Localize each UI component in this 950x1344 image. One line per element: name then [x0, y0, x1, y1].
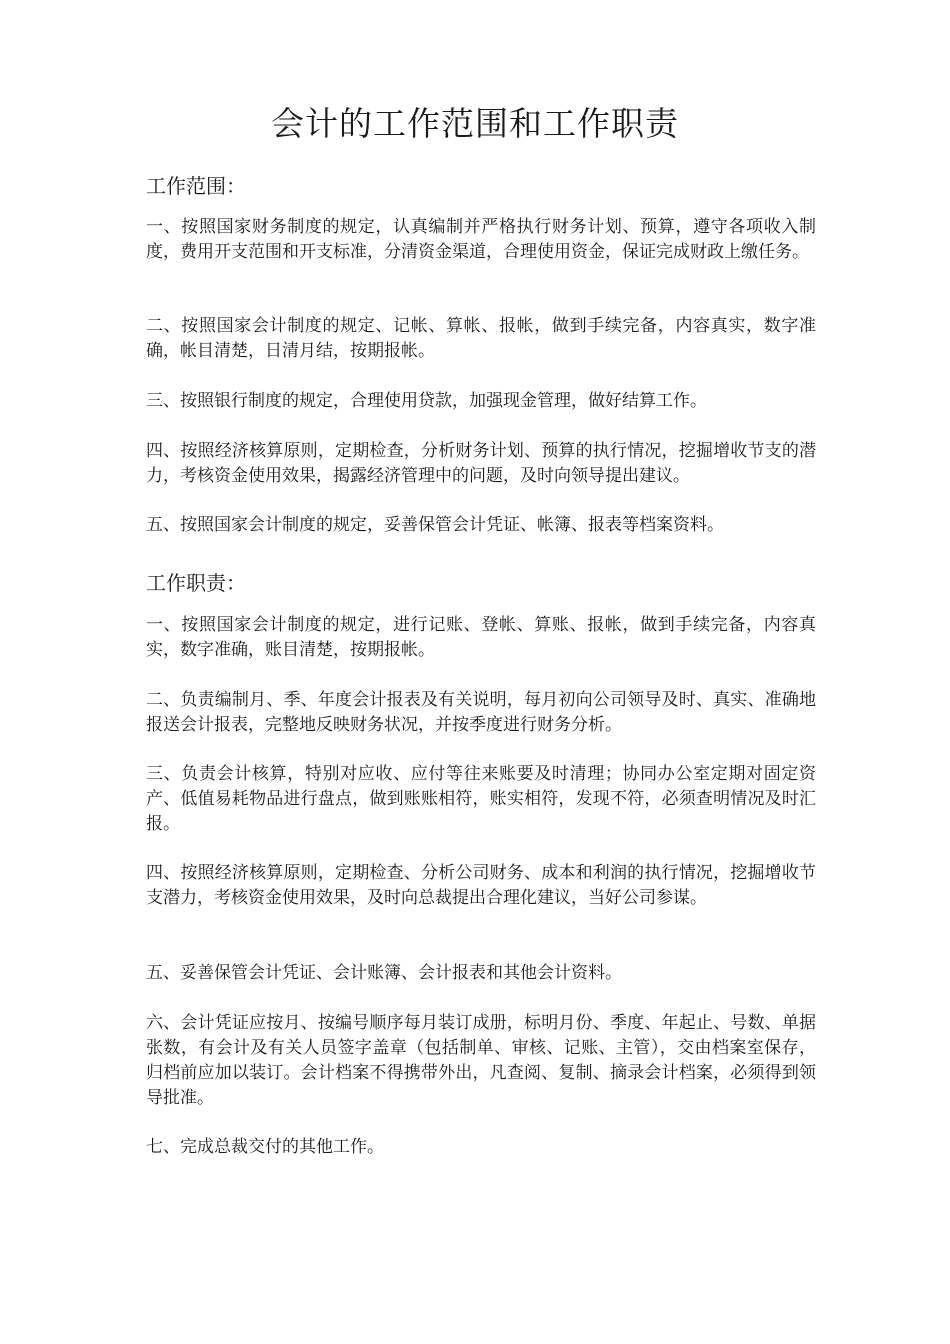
scope-heading: 工作范围：	[146, 174, 246, 198]
duties-item-4: 四、按照经济核算原则，定期检查、分析公司财务、成本和利润的执行情况，挖掘增收节支潜力，考核资金使用效果，及时向总裁提出合理化建议，当好公司参谋。	[146, 863, 816, 908]
scope-item-2: 二、按照国家会计制度的规定、记帐、算帐、报帐，做到手续完备，内容真实，数字准确，帐目清楚，日清月结，按期报帐。	[146, 316, 816, 361]
scope-item-3: 三、按照银行制度的规定，合理使用贷款，加强现金管理，做好结算工作。	[146, 391, 707, 411]
scope-item-5: 五、按照国家会计制度的规定，妥善保管会计凭证、帐簿、报表等档案资料。	[146, 515, 724, 535]
duties-item-7: 七、完成总裁交付的其他工作。	[146, 1137, 384, 1157]
duties-item-6: 六、会计凭证应按月、按编号顺序每月装订成册，标明月份、季度、年起止、号数、单据张数，有会计及有关人员签字盖章（包括制单、审核、记账、主管），交由档案室保存，归档前应加以装订。会计档案不得携带外出，凡查阅、复制、摘录会计档案，必须得到领导批准。	[146, 1013, 816, 1108]
duties-heading: 工作职责：	[146, 571, 246, 595]
duties-item-2: 二、负责编制月、季、年度会计报表及有关说明，每月初向公司领导及时、真实、准确地报送会计报表，完整地反映财务状况，并按季度进行财务分析。	[146, 690, 816, 735]
document-title: 会计的工作范围和工作职责	[271, 104, 679, 143]
scope-item-1: 一、按照国家财务制度的规定，认真编制并严格执行财务计划、预算，遵守各项收入制度，费用开支范围和开支标准，分清资金渠道，合理使用资金，保证完成财政上缴任务。	[146, 217, 816, 262]
duties-item-1: 一、按照国家会计制度的规定，进行记账、登帐、算账、报帐，做到手续完备，内容真实，数字准确，账目清楚，按期报帐。	[146, 615, 816, 660]
duties-item-5: 五、妥善保管会计凭证、会计账簿、会计报表和其他会计资料。	[146, 963, 622, 983]
duties-item-3: 三、负责会计核算，特别对应收、应付等往来账要及时清理；协同办公室定期对固定资产、低值易耗物品进行盘点，做到账账相符，账实相符，发现不符，必须查明情况及时汇报。	[146, 764, 816, 834]
scope-item-4: 四、按照经济核算原则，定期检查，分析财务计划、预算的执行情况，挖掘增收节支的潜力，考核资金使用效果，揭露经济管理中的问题，及时向领导提出建议。	[146, 441, 816, 486]
